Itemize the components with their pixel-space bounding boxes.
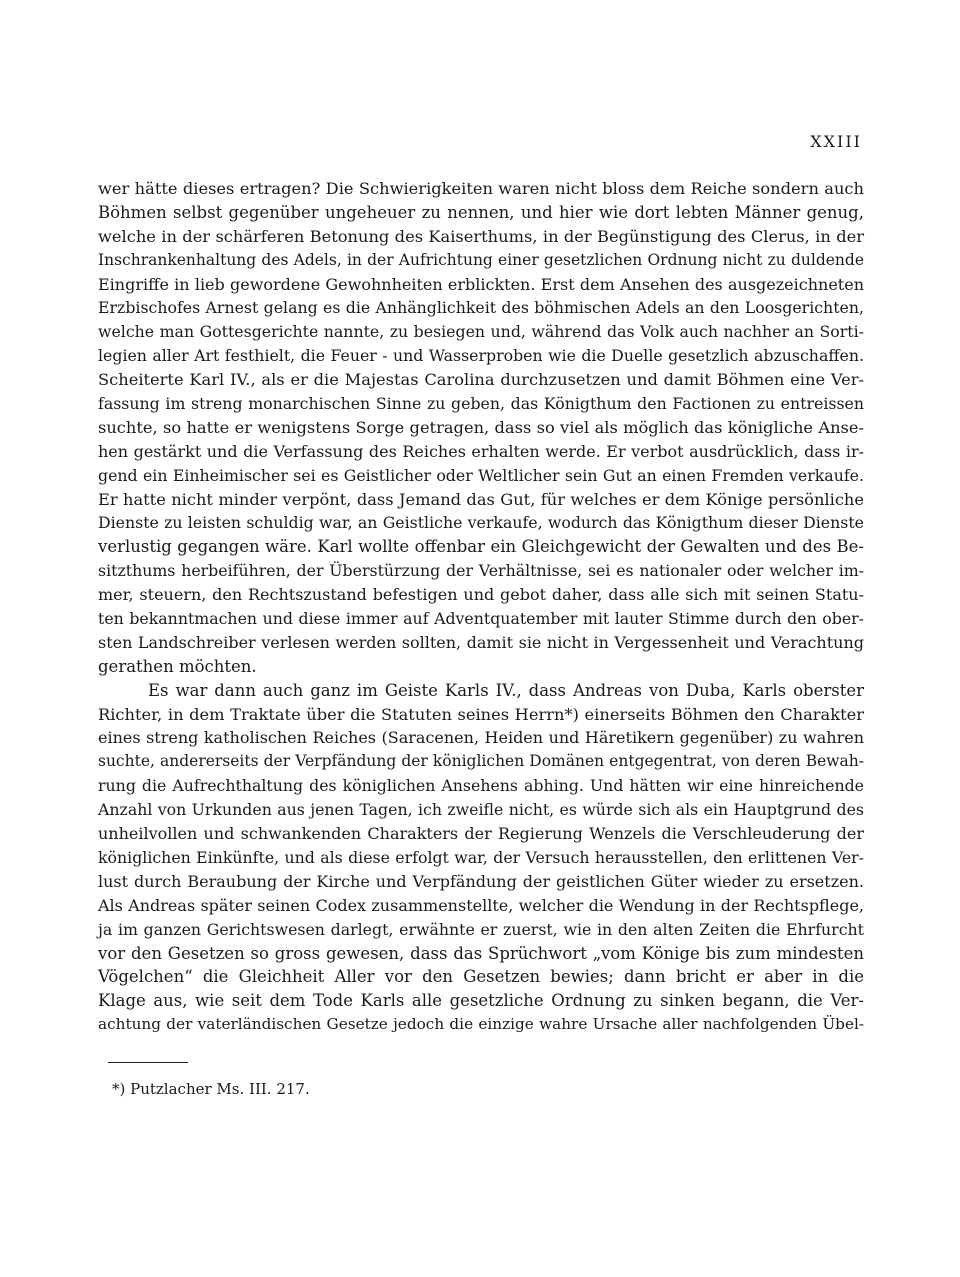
footnote: *) Putzlacher Ms. III. 217. <box>112 1080 310 1098</box>
text-line: ja im ganzen Gerichtswesen darlegt, erwähnte er zuerst, wie in den alten Zeiten die Ehrfurcht <box>98 919 864 939</box>
text-line: sten Landschreiber verlesen werden sollten, damit sie nicht in Vergessenheit und Verachtung <box>98 632 864 652</box>
text-line: mer, steuern, den Rechtszustand befestigen und gebot daher, dass alle sich mit seinen Statu- <box>98 585 864 605</box>
paragraph-1 <box>98 177 864 679</box>
text-line: Richter, in dem Traktate über die Statuten seines Herrn*) einerseits Böhmen den Charakter <box>98 704 864 724</box>
text-line: vor den Gesetzen so gross gewesen, dass das Sprüchwort „vom Könige bis zum mindesten <box>98 943 864 963</box>
text-line: hen gestärkt und die Verfassung des Reiches erhalten werde. Er verbot ausdrücklich, dass ir- <box>98 441 864 461</box>
text-line: unheilvollen und schwankenden Charakters der Regierung Wenzels die Verschleuderung der <box>98 824 864 844</box>
text-line: eines streng katholischen Reiches (Saracenen, Heiden und Häretikern gegenüber) zu wahren <box>98 728 864 748</box>
text-line: fassung im streng monarchischen Sinne zu geben, das Königthum den Factionen zu entreissen <box>98 394 864 414</box>
text-line: welche man Gottesgerichte nannte, zu besiegen und, während das Volk auch nachher an Sorti- <box>98 322 864 342</box>
text-line: Vögelchen“ die Gleichheit Aller vor den Gesetzen bewies; dann bricht er aber in die <box>98 967 864 987</box>
text-line: sitzthums herbeiführen, der Überstürzung der Verhältnisse, sei es nationaler oder welcher im- <box>98 561 864 581</box>
page-number: XXIII <box>810 132 862 151</box>
text-line: lust durch Beraubung der Kirche und Verpfändung der geistlichen Güter wieder zu ersetzen. <box>98 871 864 891</box>
main-text <box>98 177 864 1037</box>
text-line: Anzahl von Urkunden aus jenen Tagen, ich zweifle nicht, es würde sich als ein Hauptgrund des <box>98 800 864 820</box>
text-line: suchte, so hatte er wenigstens Sorge getragen, dass so viel als möglich das königliche Anse- <box>98 417 864 437</box>
text-line: Böhmen selbst gegenüber ungeheuer zu nennen, und hier wie dort lebten Männer genug, <box>98 202 864 222</box>
paragraph-2 <box>98 679 864 1037</box>
text-line: Es war dann auch ganz im Geiste Karls IV., dass Andreas von Duba, Karls oberster <box>148 680 864 700</box>
text-line: suchte, andererseits der Verpfändung der königlichen Domänen entgegentrat, von deren Bewah- <box>98 752 864 771</box>
text-line: Dienste zu leisten schuldig war, an Geistliche verkaufe, wodurch das Königthum dieser Dienste <box>98 513 864 533</box>
text-line: wer hätte dieses ertragen? Die Schwierigkeiten waren nicht bloss dem Reiche sondern auch <box>98 179 864 198</box>
text-line: Erzbischofes Arnest gelang es die Anhänglichkeit des böhmischen Adels an den Loosgerichten, <box>98 298 864 318</box>
text-line: Scheiterte Karl IV., als er die Majestas Carolina durchzusetzen und damit Böhmen eine Ver- <box>98 370 864 390</box>
text-line: Als Andreas später seinen Codex zusammenstellte, welcher die Wendung in der Rechtspflege, <box>98 895 864 915</box>
text-line: Inschrankenhaltung des Adels, in der Aufrichtung einer gesetzlichen Ordnung nicht zu duldende <box>98 250 864 269</box>
text-line: rung die Aufrechthaltung des königlichen Ansehens abhing. Und hätten wir eine hinreichende <box>98 776 864 796</box>
text-line: verlustig gegangen wäre. Karl wollte offenbar ein Gleichgewicht der Gewalten und des Be- <box>98 537 864 557</box>
footnote-divider <box>108 1062 188 1063</box>
text-line: Eingriffe in lieb gewordene Gewohnheiten erblickten. Erst dem Ansehen des ausgezeichneten <box>98 274 864 294</box>
text-line: Er hatte nicht minder verpönt, dass Jemand das Gut, für welches er dem Könige persönliche <box>98 489 864 509</box>
text-line: gerathen möchten. <box>98 656 257 676</box>
text-line: gend ein Einheimischer sei es Geistlicher oder Weltlicher sein Gut an einen Fremden verkaufe. <box>98 465 864 485</box>
text-line: Klage aus, wie seit dem Tode Karls alle gesetzliche Ordnung zu sinken begann, die Ver- <box>98 991 864 1011</box>
text-line: welche in der schärferen Betonung des Kaiserthums, in der Begünstigung des Clerus, in der <box>98 226 864 246</box>
text-line: achtung der vaterländischen Gesetze jedoch die einzige wahre Ursache aller nachfolgenden Übel- <box>98 1015 864 1034</box>
text-line: ten bekanntmachen und diese immer auf Adventquatember mit lauter Stimme durch den ober- <box>98 609 864 629</box>
text-line: königlichen Einkünfte, und als diese erfolgt war, der Versuch herausstellen, den erlittenen Ver- <box>98 847 864 867</box>
text-line: legien aller Art festhielt, die Feuer - und Wasserproben wie die Duelle gesetzlich abzuschaffen. <box>98 346 864 366</box>
